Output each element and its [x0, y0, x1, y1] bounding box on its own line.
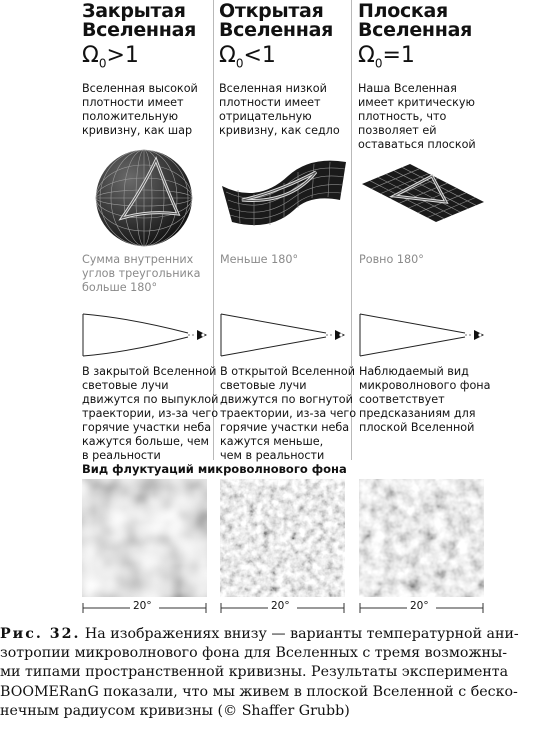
column-description: Вселенная низкой плотности имеет отрицательную кривизну, как седло: [219, 82, 340, 138]
column-title: Открытая Вселенная: [219, 0, 334, 41]
omega-formula: $\Omega_0=1$: [358, 43, 415, 71]
column-title: Плоская Вселенная: [358, 0, 473, 41]
figure-label: Рис. 32.: [0, 626, 81, 642]
figure-caption: Рис. 32. На изображениях внизу — варианты температурной ани- зотропии микроволнового фона для Вселенных с тремя возможны- ми типами пространственной кривизны. Результаты эксперимента BOOMERanG показали, что мы живем в плоской Вселенной с беско- нечным радиусом кривизны (© Shaffer Grubb): [0, 626, 519, 719]
light-ray-diagram-straight: [357, 312, 487, 358]
flat-plane-illustration: [358, 162, 488, 224]
light-ray-text: В открытой Вселенной световые лучи движутся по вогнутой траектории, из-за чего горячие участки неба кажутся меньше, чем в реальности: [220, 365, 357, 462]
scale-bar: [82, 600, 207, 616]
scale-label: 20°: [271, 600, 290, 612]
column-description: Вселенная высокой плотности имеет положительную кривизну, как шар: [82, 82, 198, 138]
scale-label: 20°: [410, 600, 429, 612]
sphere-illustration: [84, 148, 204, 248]
light-ray-diagram-concave: [218, 312, 348, 358]
cmb-section-title: Вид флуктуаций микроволнового фона: [82, 462, 347, 476]
angle-sum-text: Меньше 180°: [220, 253, 299, 266]
angle-sum-text: Ровно 180°: [359, 253, 424, 266]
column-description: Наша Вселенная имеет критическую плотность, что позволяет ей оставаться плоской: [358, 82, 476, 152]
scale-bar: [359, 600, 484, 616]
scale-label: 20°: [133, 600, 152, 612]
light-ray-text: Наблюдаемый вид микроволнового фона соответствует предсказаниям для плоской Вселенной: [359, 365, 491, 434]
saddle-illustration: [218, 152, 350, 230]
light-ray-diagram-convex: [80, 312, 210, 358]
column-title: Закрытая Вселенная: [82, 0, 197, 41]
omega-formula: $\Omega_0<1$: [219, 43, 276, 71]
cmb-map-closed: [82, 479, 207, 597]
closed-universe-column: [82, 0, 217, 138]
angle-sum-text: Сумма внутренних углов треугольника больше 180°: [82, 253, 201, 294]
flat-universe-column: [358, 0, 493, 152]
omega-formula: $\Omega_0>1$: [82, 43, 139, 71]
cmb-map-open: [220, 479, 345, 597]
cmb-map-flat: [359, 479, 484, 597]
light-ray-text: В закрытой Вселенной световые лучи движутся по выпуклой траектории, из-за чего горячие участки неба кажутся больше, чем в реальности: [82, 365, 219, 462]
open-universe-column: [219, 0, 354, 138]
scale-bar: [220, 600, 345, 616]
